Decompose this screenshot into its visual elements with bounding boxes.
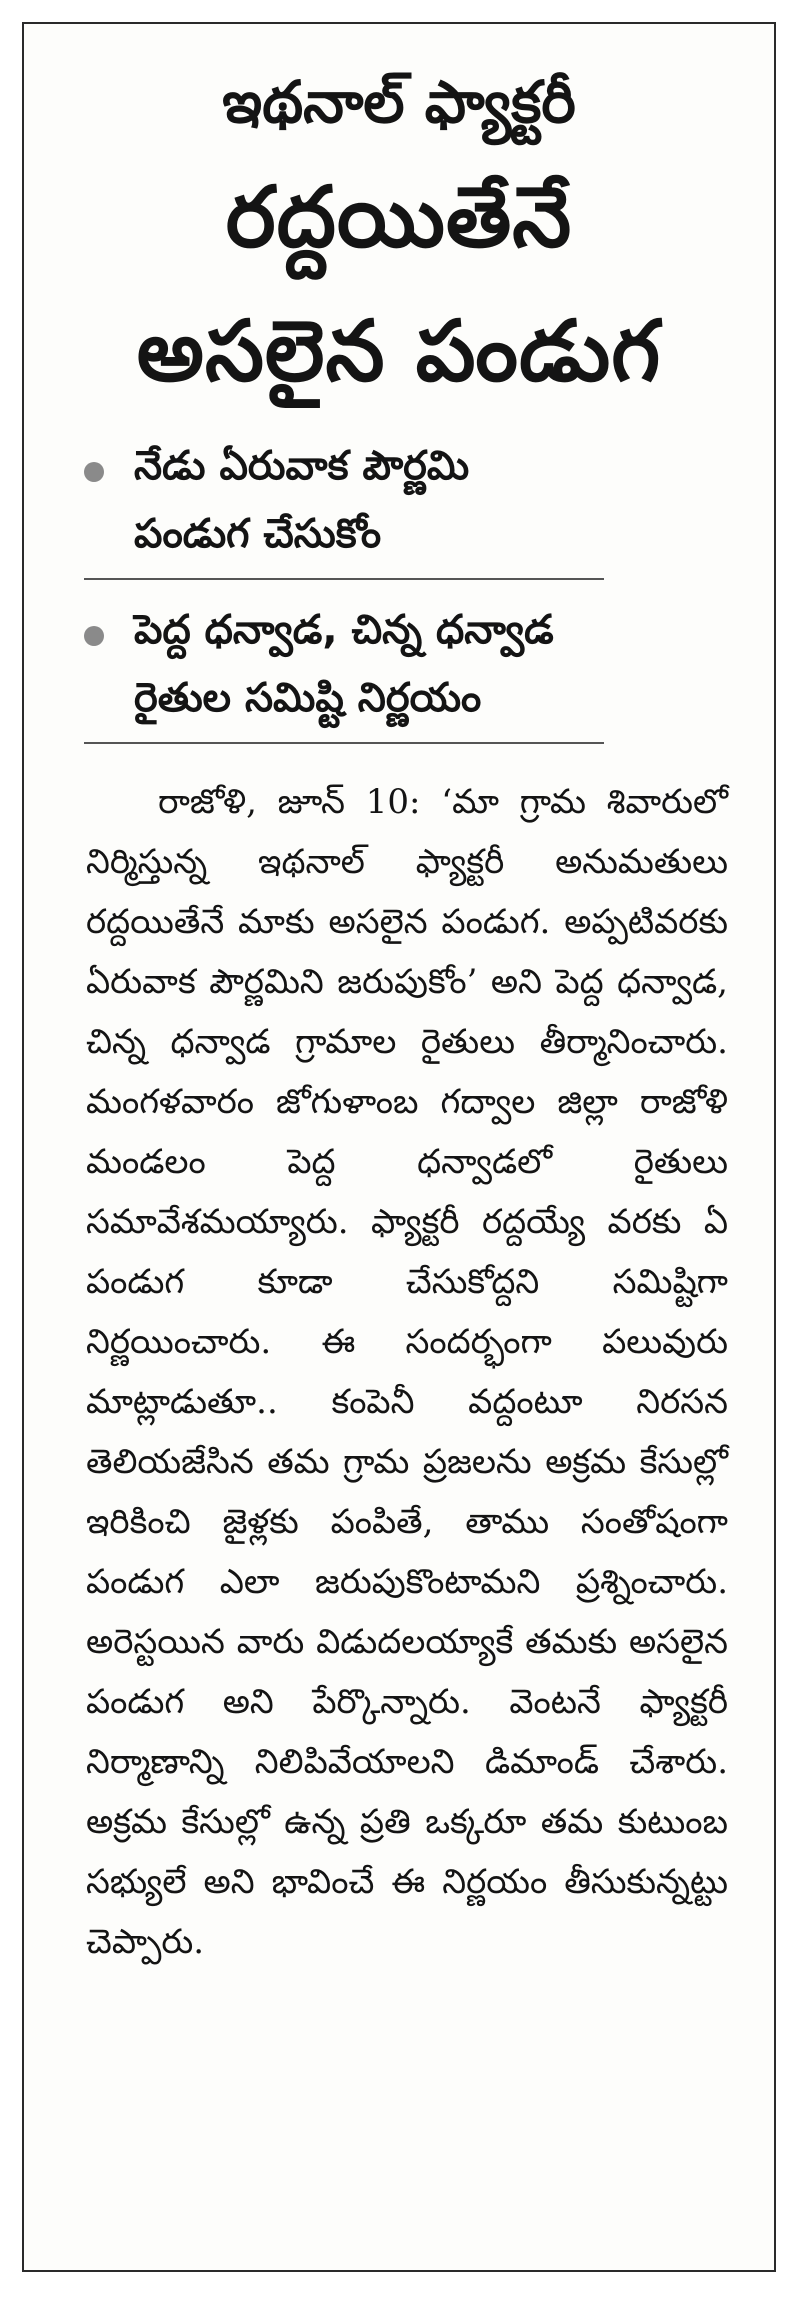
headline-kicker: ఇథనాల్ ఫ్యాక్టరీ (222, 68, 576, 136)
subhead-2-line-1: పెద్ద ధన్వాడ, చిన్న ధన్వాడ (134, 607, 554, 653)
headline (24, 54, 774, 418)
subhead-2-line-2: రైతుల సమిష్టి నిర్ణయం (134, 675, 482, 721)
bullet-dot-icon (84, 462, 104, 482)
bullet-dot-icon (84, 626, 104, 646)
article-body: రాజోళి, జూన్ 10: ‘మా గ్రామ శివారులో నిర్మిస్తున్న ఇథనాల్ ఫ్యాక్టరీ అనుమతులు రద్దయితేనే మాకు అసలైన పండుగ. అప్పటివరకు ఏరువాక పౌర్ణమిని జరుపుకోం’ అని పెద్ద ధన్వాడ, చిన్న ధన్వాడ గ్రామాల రైతులు తీర్మానించారు. మంగళవారం జోగుళాంబ గద్వాల జిల్లా రాజోళి మండలం పెద్ద ధన్వాడలో రైతులు సమావేశమయ్యారు. ఫ్యాక్టరీ రద్దయ్యే వరకు ఏ పండుగ కూడా చేసుకోద్దని సమిష్టిగా నిర్ణయించారు. ఈ సందర్భంగా పలువురు మాట్లాడుతూ.. కంపెనీ వద్దంటూ నిరసన తెలియజేసిన తమ గ్రామ ప్రజలను అక్రమ కేసుల్లో ఇరికించి జైళ్లకు పంపితే, తాము సంతోషంగా పండుగ ఎలా జరుపుకొంటామని ప్రశ్నించారు. అరెస్టయిన వారు విడుదలయ్యాకే తమకు అసలైన పండుగ అని పేర్కొన్నారు. వెంటనే ఫ్యాక్టరీ నిర్మాణాన్ని నిలిపివేయాలని డిమాండ్ చేశారు. అక్రమ కేసుల్లో ఉన్న ప్రతి ఒక్కరూ తమ కుటుంబ సభ్యులే అని భావించే ఈ నిర్ణయం తీసుకున్నట్టు చెప్పారు. (86, 782, 728, 1962)
subhead-1-line-2: పండుగ చేసుకోం (134, 511, 382, 557)
subhead-2 (84, 596, 604, 744)
headline-line-2: అసలైన పండుగ (136, 302, 662, 400)
subhead-1 (84, 432, 604, 580)
news-clipping (22, 22, 776, 2272)
subhead-1-line-1: నేడు ఏరువాక పౌర్ణమి (134, 443, 470, 489)
subheads (24, 432, 774, 744)
headline-line-1: రద్దయితేనే (225, 168, 573, 266)
